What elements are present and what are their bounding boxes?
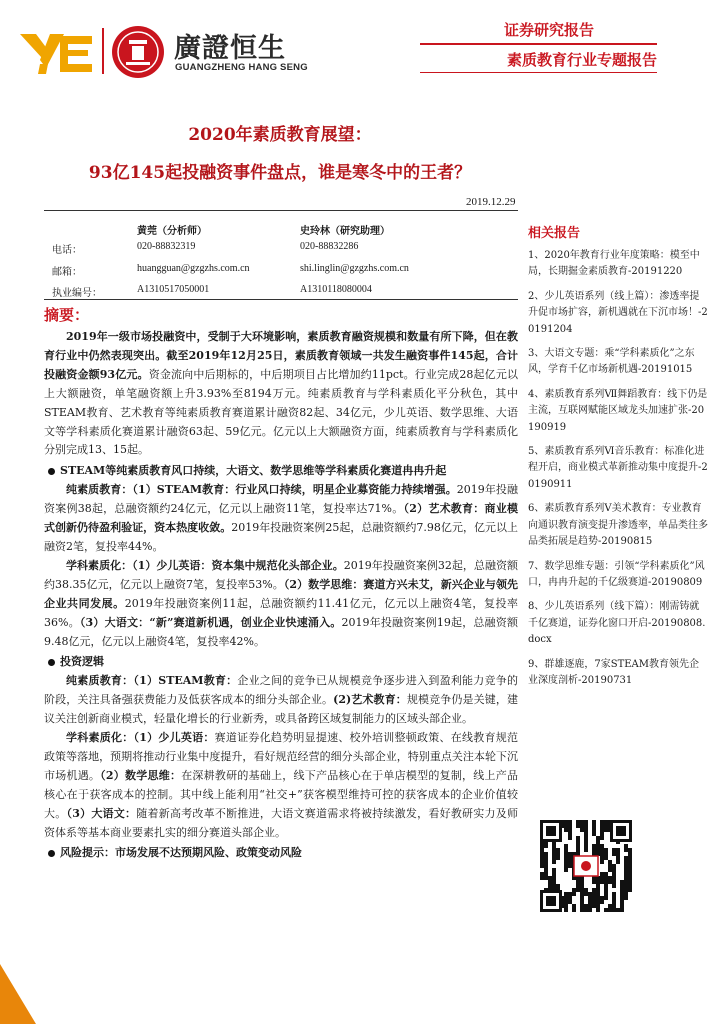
report-date: 2019.12.29 <box>466 196 516 208</box>
report-subject: 素质教育行业专题报告 <box>506 51 657 69</box>
assistant-phone: 020-88832286 <box>300 241 359 252</box>
logic-subject-paragraph: 学科素质化：（1）少儿英语：赛道证券化趋势明显提速、校外培训整顿政策、在线教育规范政策等落地，预期将推动行业集中度提升，看好规范经营的细分头部企业，特别重点关注本轮下沉市场机遇。（2）数学思维：在深耕教研的基础上，线下产品核心在于单店模型的复制，线上产品核心在于获客成本的控制。其中线上能利用“社交+”获客模型维持可控的获客成本的企业价值较大。（3）大语文：随着新高考改革不断推进，大语文赛道需求将被持续激发，看好教研实力及师资体系等基本商业要素扎实的细分赛道头部企业。 <box>44 731 519 839</box>
seal-logo-icon <box>112 26 164 78</box>
contact-bottom-rule <box>44 299 518 300</box>
bullet-steam: STEAM等纯素质教育风口持续，大语文、数学思维等学科素质化赛道冉冉升起 <box>44 462 518 481</box>
contact-top-rule <box>44 210 518 211</box>
analyst-email[interactable]: huangguan@gzgzhs.com.cn <box>137 263 250 274</box>
related-reports-title: 相关报告 <box>528 226 581 241</box>
bullet-risk: 风险提示：市场发展不达预期风险、政策变动风险 <box>44 844 518 863</box>
license-label: 执业编号： <box>52 288 102 299</box>
page-header <box>0 0 724 100</box>
report-title-line2: 93亿145起投融资事件盘点，谁是寒冬中的王者？ <box>88 163 472 183</box>
related-report-item[interactable]: 2、少儿英语系列（线上篇）：渗透率提升促市场扩容，新机遇就在下沉市场！-20191204 <box>528 290 708 335</box>
bullet-investment-logic: 投资逻辑 <box>44 653 518 672</box>
subject-quality-paragraph: 学科素质化：（1）少儿英语：资本集中规范化头部企业。2019年投融资案例32起，总融资额约38.35亿元，亿元以上融资7笔，复投率53%。（2）数学思维：赛道方兴未艾，新兴企业与领先企业共同发展。2019年投融资案例11起，总融资额约11.41亿元，亿元以上融资4笔，复投率36%。（3）大语文：“新”赛道新机遇，创业企业快速涌入。2019年投融资案例19起，总融资额9.48亿元，亿元以上融资4笔，复投率42%。 <box>44 558 519 648</box>
related-reports-list <box>528 248 708 697</box>
abstract-title: 摘要： <box>44 306 90 324</box>
analyst-name: 黄莞（分析师） <box>137 226 207 237</box>
logo-divider <box>102 28 104 74</box>
logic-pure-paragraph: 纯素质教育：（1）STEAM教育：企业之间的竞争已从规模竞争逐步进入到盈利能力竞争的阶段，关注具备强获费能力及低获客成本的细分头部企业。(2)艺术教育：规模竞争仍是关键，建议关注创新商业模式，轻量化增长的行业新秀，或具备跨区域复制能力的区域头部企业。 <box>44 674 519 726</box>
footer-corner-decoration <box>0 964 36 1024</box>
related-report-item[interactable]: 6、素质教育系列Ⅴ美术教育：专业教育向通识教育演变提升渗透率，单品类往多品类拓展是趋势-20190815 <box>528 503 708 548</box>
header-rule-thin <box>420 72 657 73</box>
abstract-body <box>44 328 518 863</box>
related-report-item[interactable]: 4、素质教育系列Ⅶ舞蹈教育：线下仍是主流，互联网赋能区域龙头加速扩张-20190919 <box>528 388 708 433</box>
email-label: 邮箱： <box>52 267 82 278</box>
assistant-license: A1310118080004 <box>300 284 372 295</box>
ye-logo-icon <box>20 28 94 76</box>
brand-name-en: GUANGZHENG HANG SENG <box>175 62 308 73</box>
related-report-item[interactable]: 1、2020年教育行业年度策略：模至中局，长期掘金素质教育-20191220 <box>528 250 700 278</box>
related-report-item[interactable]: 7、数学思维专题：引领“学科素质化”风口，冉冉升起的千亿级赛道-20190809 <box>528 560 705 588</box>
related-report-item[interactable]: 9、群雄逐鹿，7家STEAM教育领先企业深度剖析-20190731 <box>528 658 700 686</box>
bullet-icon <box>48 468 55 475</box>
bullet-icon <box>48 659 55 666</box>
related-report-item[interactable]: 8、少儿英语系列（线下篇）：刚需铸就千亿赛道，证券化窗口开启-20190808.docx <box>528 601 706 646</box>
brand-name-cn: 廣證恒生 <box>174 33 286 64</box>
report-type: 证券研究报告 <box>503 21 594 39</box>
header-rule <box>420 43 657 45</box>
analyst-phone: 020-88832319 <box>137 241 196 252</box>
bullet-icon <box>48 850 55 857</box>
assistant-email[interactable]: shi.linglin@gzgzhs.com.cn <box>300 263 409 274</box>
related-report-item[interactable]: 3、大语文专题：乘“学科素质化”之东风，学育千亿市场新机遇-20191015 <box>528 348 695 376</box>
analyst-license: A1310517050001 <box>137 284 210 295</box>
abstract-paragraph: 2019年一级市场投融资中，受制于大环境影响，素质教育融资规模和数量有所下降，但在教育行业中仍然表现突出。截至2019年12月25日，素质教育领域一共发生融资事件145起，合计投融资金额93亿元。资金流向中后期标的，中后期项目占比增加约11pct。行业完成28起亿元以上大额融资，单笔融资额上升3.93%至8194万元。纯素质教育与学科素质化平分秋色，其中STEAM教育、艺术教育等纯素质教育赛道累计融资82起、34亿元，少儿英语、数学思维、大语文等学科素质化赛道累计融资63起、59亿元。亿元以上大额融资方面，纯素质教育与学科素质化分别完成13、15起。 <box>44 330 518 457</box>
phone-label: 电话： <box>52 245 82 256</box>
related-report-item[interactable]: 5、素质教育系列Ⅵ音乐教育：标准化进程开启，商业模式革新推动集中度提升-20190911 <box>528 446 708 490</box>
qr-code-icon[interactable] <box>538 818 634 914</box>
assistant-name: 史玲林（研究助理） <box>300 226 390 237</box>
pure-quality-paragraph: 纯素质教育：（1）STEAM教育：行业风口持续，明星企业募资能力持续增强。2019年投融资案例38起，总融资额约24亿元，亿元以上融资11笔，复投率达71%。（2）艺术教育：商业模式创新仍待盈利验证，资本热度收敛。2019年投融资案例25起，总融资额约7.98亿元，亿元以上融资2笔，复投率44%。 <box>44 483 519 553</box>
report-title-line1: 2020年素质教育展望： <box>188 125 372 145</box>
